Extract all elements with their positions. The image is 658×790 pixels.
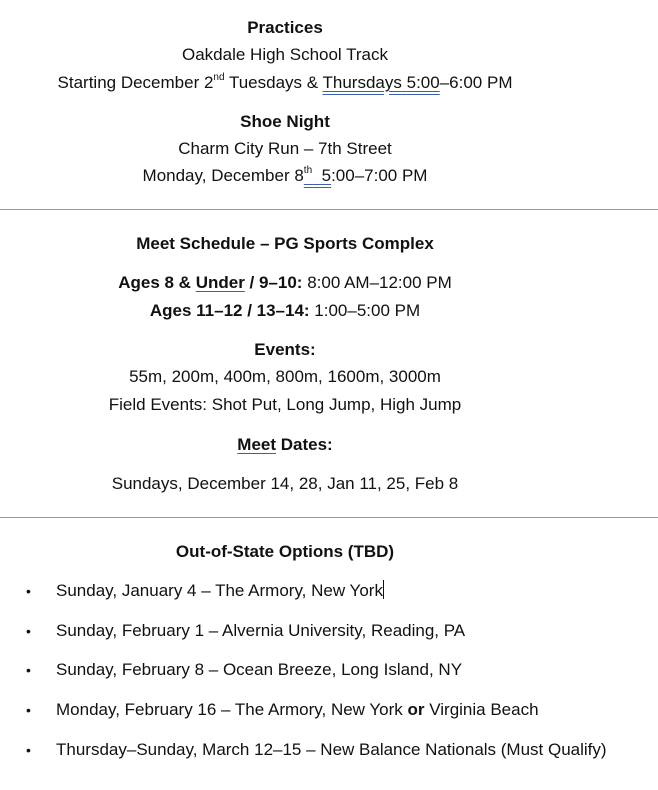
option-text: Sunday, February 8 – Ocean Breeze, Long Island, NY: [56, 660, 463, 680]
option-text-pre: Monday, February 16 – The Armory, New York: [56, 700, 408, 720]
bullet: •: [26, 583, 31, 599]
meet-dates-meet: Meet: [237, 435, 277, 454]
section-divider: [0, 209, 658, 210]
option-text-or: or: [407, 700, 425, 720]
shoe-date-ordinal: th: [303, 165, 313, 177]
shoe-night-location: Charm City Run – 7th Street: [178, 139, 392, 158]
option-text-value: Sunday, January 4 – The Armory, New York: [56, 581, 383, 600]
schedule-end: –6:00 PM: [439, 73, 513, 92]
option-text: [56, 580, 384, 602]
ages1-under: Under: [195, 273, 245, 292]
out-of-state-list: [0, 580, 658, 778]
shoe-date-rest: :00–7:00 PM: [331, 166, 428, 185]
ages-group-1: [0, 272, 570, 294]
option-text: [56, 699, 539, 721]
ages2-label: Ages 11–12 / 13–14:: [149, 301, 310, 320]
events-running: 55m, 200m, 400m, 800m, 1600m, 3000m: [129, 367, 441, 386]
meet-dates-heading: [0, 434, 570, 456]
thursdays-word: Thursdays: [322, 73, 402, 92]
option-text: Sunday, February 1 – Alvernia University, Reading, PA: [56, 620, 466, 640]
meet-schedule-heading: Meet Schedule – PG Sports Complex: [136, 234, 434, 253]
meet-dates-list: Sundays, December 14, 28, Jan 11, 25, Feb 8: [111, 474, 459, 493]
ages1-time: 8:00 AM–12:00 PM: [302, 273, 452, 292]
shoe-date-five: 5: [321, 166, 332, 185]
schedule-thursdays: [323, 73, 440, 92]
list-item: [0, 659, 658, 681]
ages1-label-b: / 9–10:: [244, 273, 303, 292]
ages-group-2: [0, 300, 570, 322]
ages1-label-a: Ages 8 &: [118, 273, 196, 292]
bullet: •: [26, 741, 31, 758]
practices-schedule: [0, 72, 570, 94]
option-text-post: Virginia Beach: [424, 700, 539, 720]
shoe-date-marked: [304, 166, 331, 185]
schedule-start: 5:00: [406, 73, 440, 92]
practices-location: Oakdale High School Track: [182, 45, 388, 64]
schedule-prefix: Starting December 2: [57, 73, 214, 92]
list-item: [0, 620, 658, 642]
shoe-night-date: [0, 165, 570, 187]
list-item: [0, 739, 658, 761]
section-divider: [0, 517, 658, 518]
events-field: Field Events: Shot Put, Long Jump, High Jump: [108, 395, 462, 414]
list-item: [0, 699, 658, 721]
practices-heading: Practices: [247, 18, 323, 37]
ages2-time: 1:00–5:00 PM: [309, 301, 421, 320]
text-cursor: [383, 580, 384, 599]
schedule-days: Tuesdays &: [224, 73, 323, 92]
bullet: •: [26, 622, 31, 639]
events-heading: Events:: [254, 340, 316, 359]
bullet: •: [26, 662, 31, 679]
option-text: Thursday–Sunday, March 12–15 – New Balance Nationals (Must Qualify): [56, 739, 607, 759]
shoe-night-heading: Shoe Night: [240, 112, 330, 131]
schedule-ordinal: nd: [213, 72, 225, 84]
shoe-date-prefix: Monday, December 8: [142, 166, 304, 185]
list-item: [0, 580, 658, 602]
out-of-state-heading: Out-of-State Options (TBD): [175, 542, 395, 561]
bullet: •: [26, 702, 31, 719]
meet-dates-rest: Dates:: [276, 435, 333, 454]
